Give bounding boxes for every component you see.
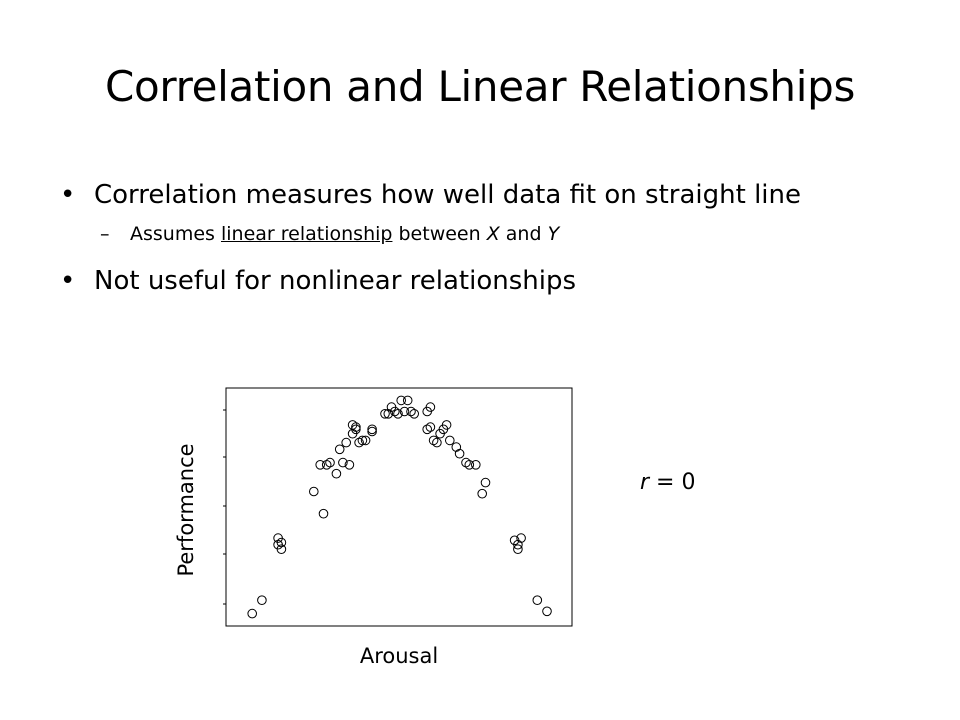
data-point [403, 396, 412, 405]
data-point [543, 607, 552, 616]
r-value: = 0 [649, 470, 696, 495]
sub-bullet-and: and [499, 223, 548, 245]
sub-bullet-middle: between [392, 223, 487, 245]
slide-title: Correlation and Linear Relationships [104, 62, 856, 111]
bullet-text: Correlation measures how well data fit on straight line [94, 180, 801, 210]
x-variable: X [486, 223, 500, 245]
data-point [342, 438, 351, 447]
y-axis-label: Performance [174, 443, 198, 577]
data-point [478, 489, 487, 498]
data-point [332, 469, 341, 478]
scatter-points [248, 396, 551, 618]
data-point [452, 443, 461, 452]
dash-icon: – [100, 223, 110, 245]
data-point [248, 609, 257, 618]
sub-bullet-prefix: Assumes [130, 223, 221, 245]
data-point [481, 478, 490, 487]
plot-frame [226, 388, 572, 626]
bullet-dot-icon: • [60, 180, 76, 210]
y-variable: Y [547, 223, 560, 245]
data-point [446, 436, 455, 445]
data-point [455, 449, 464, 458]
data-point [472, 461, 481, 470]
data-point [319, 509, 328, 518]
x-axis-label: Arousal [359, 644, 439, 668]
data-point [368, 427, 377, 436]
bullet-text: Not useful for nonlinear relationships [94, 266, 577, 296]
bullet-dot-icon: • [60, 266, 76, 296]
data-point [368, 425, 377, 434]
data-point [310, 487, 319, 496]
data-point [533, 596, 542, 605]
underlined-phrase: linear relationship [220, 223, 393, 245]
r-symbol: r [640, 470, 650, 495]
correlation-annotation [640, 470, 695, 495]
data-point [335, 445, 344, 454]
data-point [258, 596, 267, 605]
